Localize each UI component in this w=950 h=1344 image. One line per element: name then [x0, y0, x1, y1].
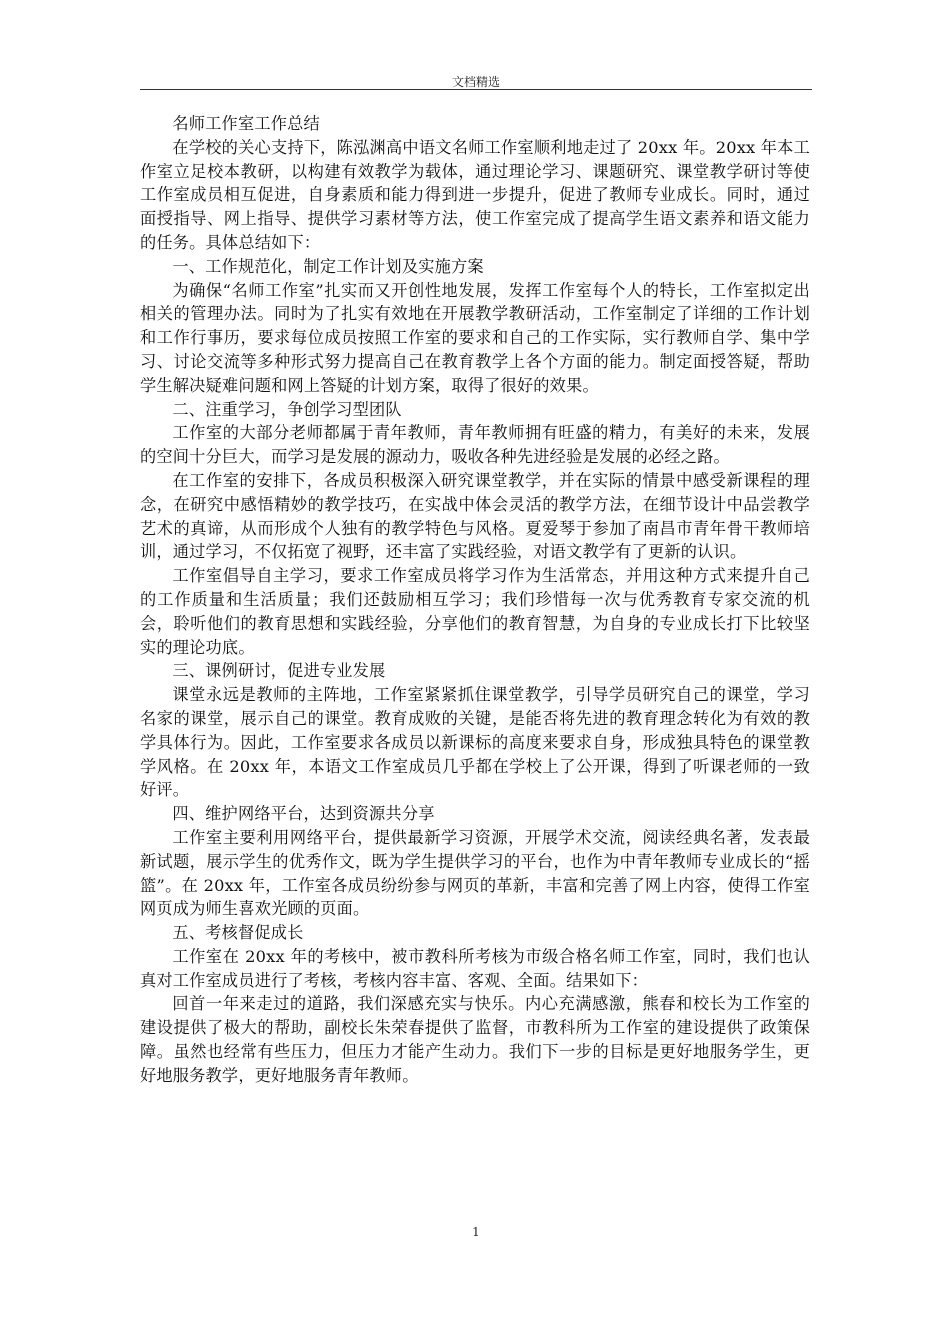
page-header: 文档精选 — [451, 75, 500, 89]
paragraph-conclusion: 回首一年来走过的道路，我们深感充实与快乐。内心充满感激，熊春和校长为工作室的建设提供了极大的帮助，副校长朱荣春提供了监督，市教科所为工作室的建设提供了政策保障。虽然也经常有些压力，但压力才能产生动力。我们下一步的目标是更好地服务学生，更好地服务教学，更好地服务青年教师。 — [140, 994, 810, 1085]
paragraph-intro: 在学校的关心支持下，陈泓渊高中语文名师工作室顺利地走过了 20xx 年。20xx 年本工作室立足校本教研，以构建有效教学为载体，通过理论学习、课题研究、课堂教学研讨等使工作室成员相互促进，自身素质和能力得到进一步提升，促进了教师专业成长。同时，通过面授指导、网上指导、提供学习素材等方法，使工作室完成了提高学生语文素养和语文能力的任务。具体总结如下： — [140, 137, 810, 252]
paragraph: 工作室在 20xx 年的考核中，被市教科所考核为市级合格名师工作室，同时，我们也认真对工作室成员进行了考核，考核内容丰富、客观、全面。结果如下： — [140, 946, 810, 990]
paragraph: 课堂永远是教师的主阵地，工作室紧紧抓住课堂教学，引导学员研究自己的课堂，学习名家的课堂，展示自己的课堂。教育成败的关键，是能否将先进的教育理念转化为有效的教学具体行为。因此，工作室要求各成员以新课标的高度来要求自身，形成独具特色的课堂教学风格。在 20xx 年，本语文工作室成员几乎都在学校上了公开课，得到了听课老师的一致好评。 — [140, 685, 810, 800]
paragraph: 工作室倡导自主学习，要求工作室成员将学习作为生活常态，并用这种方式来提升自己的工作质量和生活质量；我们还鼓励相互学习；我们珍惜每一次与优秀教育专家交流的机会，聆听他们的教育思想和实践经验，分享他们的教育智慧，为自身的专业成长打下比较坚实的理论功底。 — [140, 566, 810, 657]
document-body — [140, 112, 810, 1088]
header-divider — [140, 89, 812, 90]
section-heading-5: 五、考核督促成长 — [172, 923, 304, 943]
section-heading-2: 二、注重学习，争创学习型团队 — [172, 399, 402, 419]
document-title: 名师工作室工作总结 — [172, 114, 320, 133]
section-heading-4: 四、维护网络平台，达到资源共分享 — [172, 804, 435, 824]
section-heading-1: 一、工作规范化，制定工作计划及实施方案 — [172, 256, 484, 276]
paragraph: 在工作室的安排下，各成员积极深入研究课堂教学，并在实际的情景中感受新课程的理念，在研究中感悟精妙的教学技巧，在实战中体会灵活的教学方法，在细节设计中品尝教学艺术的真谛，从而形成个人独有的教学特色与风格。夏爱琴于参加了南昌市青年骨干教师培训，通过学习，不仅拓宽了视野，还丰富了实践经验，对语文教学有了更新的认识。 — [140, 470, 810, 562]
page-number: 1 — [472, 1225, 480, 1239]
paragraph: 工作室的大部分老师都属于青年教师，青年教师拥有旺盛的精力，有美好的未来，发展的空间十分巨大，而学习是发展的源动力，吸收各种先进经验是发展的必经之路。 — [140, 423, 810, 467]
paragraph: 工作室主要利用网络平台，提供最新学习资源，开展学术交流，阅读经典名著，发表最新试题，展示学生的优秀作文，既为学生提供学习的平台，也作为中青年教师专业成长的“摇篮”。在 20xx 年，工作室各成员纷纷参与网页的革新，丰富和完善了网上内容，使得工作室网页成为师生喜欢光顾的页面。 — [140, 827, 810, 919]
section-heading-3: 三、课例研讨，促进专业发展 — [172, 661, 386, 681]
paragraph: 为确保“名师工作室”扎实而又开创性地发展，发挥工作室每个人的特长，工作室拟定出相关的管理办法。同时为了扎实有效地在开展教学教研活动，工作室制定了详细的工作计划和工作行事历，要求每位成员按照工作室的要求和自己的工作实际，实行教师自学、集中学习、讨论交流等多种形式努力提高自己在教育教学上各个方面的能力。制定面授答疑，帮助学生解决疑难问题和网上答疑的计划方案，取得了很好的效果。 — [140, 280, 810, 395]
